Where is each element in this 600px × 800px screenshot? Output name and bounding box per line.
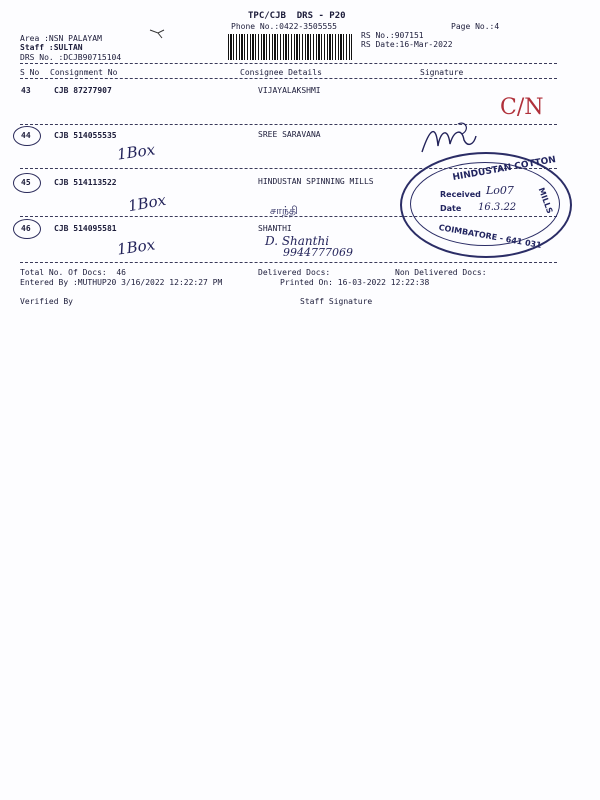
row-consignment: CJB 514055535 — [54, 131, 117, 140]
quantity-note: 1Box — [126, 190, 168, 216]
stamp-city: COIMBATORE - 641 031 — [438, 223, 543, 250]
row-sno: 43 — [21, 86, 31, 95]
page-number: Page No.:4 — [451, 22, 500, 31]
row-consignee: SHANTHI — [258, 224, 292, 233]
pen-tick-mark — [148, 26, 168, 40]
rs-date: RS Date:16-Mar-2022 — [361, 40, 453, 49]
row-consignment: CJB 514095581 — [54, 224, 117, 233]
col-consignee: Consignee Details — [240, 68, 322, 77]
quantity-note: 1Box — [115, 235, 157, 259]
row-consignment: CJB 514113522 — [54, 178, 117, 187]
drs-number: DRS No. :DCJB90715104 — [20, 53, 122, 62]
delivered-docs: Delivered Docs: — [258, 268, 331, 277]
stamp-received-value: Lo07 — [486, 184, 514, 197]
printed-on: Printed On: 16-03-2022 12:22:38 — [280, 278, 430, 287]
total-docs: Total No. Of Docs: 46 — [20, 268, 126, 277]
verified-by: Verified By — [20, 297, 73, 306]
staff-label: Staff :SULTAN — [20, 43, 83, 52]
quantity-note: 1Box — [115, 140, 157, 164]
tamil-signature: சாந்தி — [270, 204, 298, 217]
handwritten-name: D. Shanthi — [265, 234, 330, 248]
phone-number: Phone No.:0422-3505555 — [231, 22, 337, 31]
stamp-date-label: Date — [440, 204, 462, 213]
stamp-company: HINDUSTAN COTTON — [451, 154, 557, 184]
row-consignee: HINDUSTAN SPINNING MILLS — [258, 177, 374, 186]
stamp-date-value: 16.3.22 — [478, 202, 517, 213]
stamp-received-label: Received — [440, 190, 481, 199]
col-sno: S No — [20, 68, 40, 77]
col-consignment: Consignment No — [50, 68, 118, 77]
handwritten-phone: 9944777069 — [283, 246, 353, 259]
staff-signature: Staff Signature — [300, 297, 373, 306]
row-sno: 45 — [21, 178, 31, 187]
row-consignee: SREE SARAVANA — [258, 130, 321, 139]
area-label: Area :NSN PALAYAM — [20, 34, 102, 43]
barcode — [228, 34, 352, 60]
non-delivered-docs: Non Delivered Docs: — [395, 268, 487, 277]
cn-mark: C/N — [500, 95, 544, 120]
divider-header — [20, 63, 557, 64]
row-sno: 44 — [21, 131, 31, 140]
rs-number: RS No.:907151 — [361, 31, 424, 40]
stamp-mills: MILLS — [536, 186, 555, 215]
col-signature: Signature — [420, 68, 464, 77]
row-sno: 46 — [21, 224, 31, 233]
divider-row-46 — [20, 262, 557, 263]
document-title: TPC/CJB DRS - P20 — [248, 11, 346, 21]
row-consignee: VIJAYALAKSHMI — [258, 86, 321, 95]
row-consignment: CJB 87277907 — [54, 86, 112, 95]
entered-by: Entered By :MUTHUP20 3/16/2022 12:22:27 PM — [20, 278, 223, 287]
divider-columns — [20, 78, 557, 79]
